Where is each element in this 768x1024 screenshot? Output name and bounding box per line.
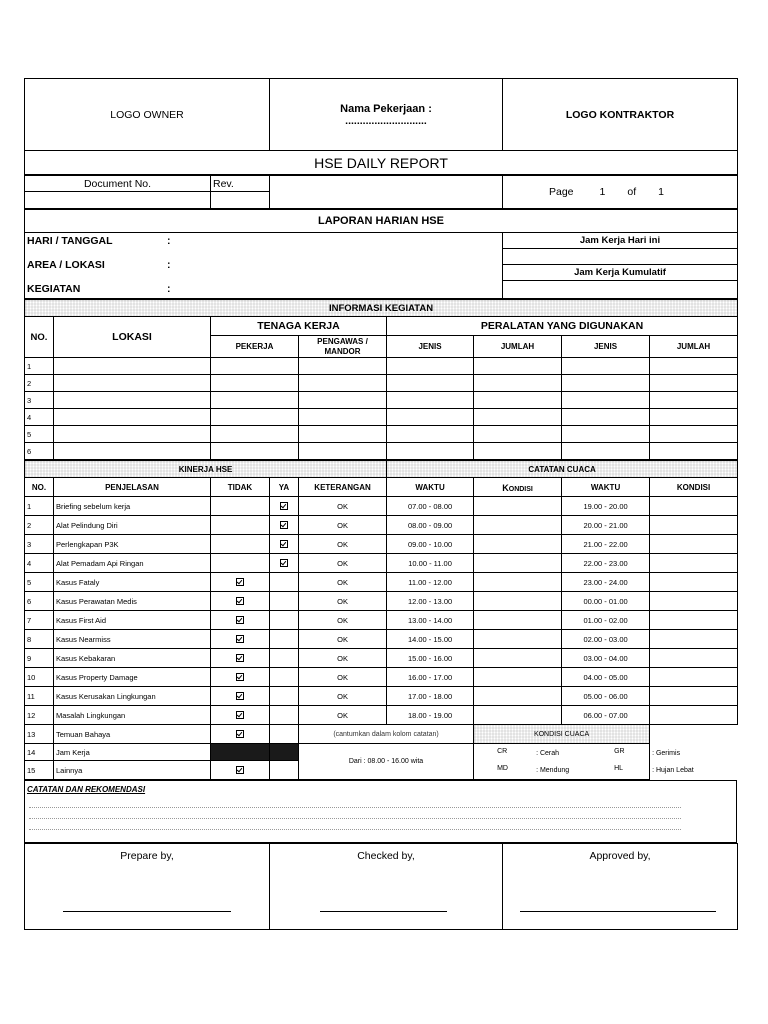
rev-label: Rev. <box>211 176 270 192</box>
document-info-table <box>24 175 738 209</box>
kondisi-cell[interactable] <box>474 649 562 668</box>
kinerja-row-penjelasan: Masalah Lingkungan <box>54 706 211 725</box>
kondisi-cell[interactable] <box>474 516 562 535</box>
kegiatan-row <box>25 443 738 460</box>
catatan-rekomendasi[interactable] <box>25 781 737 843</box>
checkbox-checked-icon[interactable] <box>236 673 244 681</box>
legend-cr-text: : Cerah <box>536 749 560 757</box>
kinerja-row-penjelasan: Alat Pelindung Diri <box>54 516 211 535</box>
kinerja-row-penjelasan: Kasus First Aid <box>54 611 211 630</box>
peralatan-header: PERALATAN YANG DIGUNAKAN <box>387 317 738 336</box>
kegiatan-label: KEGIATAN <box>27 283 81 296</box>
kegiatan-row-no: 6 <box>25 443 54 460</box>
kegiatan-cell-jumlah[interactable] <box>474 358 562 375</box>
kinerja-row <box>25 535 738 554</box>
kegiatan-row <box>25 392 738 409</box>
lokasi-header: LOKASI <box>54 317 211 358</box>
kondisi-header-small-caps <box>474 478 562 497</box>
kegiatan-cell-lokasi[interactable] <box>54 409 211 426</box>
catatan-line-3 <box>29 828 681 830</box>
tidak-cell[interactable] <box>211 516 270 535</box>
tidak-cell[interactable] <box>211 497 270 516</box>
ya-cell[interactable] <box>270 611 299 630</box>
kegiatan-cell-jumlah[interactable] <box>474 409 562 426</box>
kondisi-cell-2[interactable] <box>650 687 738 706</box>
kinerja-row-penjelasan: Temuan Bahaya <box>54 725 211 744</box>
kegiatan-cell-jumlah[interactable] <box>474 392 562 409</box>
waktu-header-2: WAKTU <box>562 478 650 497</box>
catatan-note: (cantumkan dalam kolom catatan) <box>299 725 474 744</box>
kegiatan-cell-jenis-2[interactable] <box>562 358 650 375</box>
waktu-cell-2: 01.00 - 02.00 <box>562 611 650 630</box>
legend-hl-text: : Hujan Lebat <box>652 766 694 774</box>
catatan-table <box>24 780 737 843</box>
informasi-kegiatan-table <box>24 299 738 460</box>
kegiatan-cell-jenis-2[interactable] <box>562 392 650 409</box>
jam-kerja-kumulatif-field[interactable] <box>503 281 738 299</box>
keterangan-cell[interactable]: OK <box>299 573 387 592</box>
pekerja-header: PEKERJA <box>211 336 299 358</box>
kinerja-row-no: 10 <box>25 668 54 687</box>
kegiatan-cell-pekerja[interactable] <box>211 409 299 426</box>
checked-signature-line <box>320 910 447 912</box>
no-header: NO. <box>25 317 54 358</box>
kondisi-cell-2[interactable] <box>650 573 738 592</box>
kondisi-cell-2[interactable] <box>650 516 738 535</box>
kinerja-row-penjelasan: Kasus Perawatan Medis <box>54 592 211 611</box>
checkbox-checked-icon[interactable] <box>236 597 244 605</box>
waktu-cell-2: 05.00 - 06.00 <box>562 687 650 706</box>
kegiatan-cell-jenis-2[interactable] <box>562 426 650 443</box>
page-label: Page <box>549 186 574 198</box>
keterangan-cell[interactable]: OK <box>299 668 387 687</box>
checkbox-checked-icon[interactable] <box>236 635 244 643</box>
keterangan-cell[interactable]: OK <box>299 535 387 554</box>
kegiatan-cell-jenis[interactable] <box>387 443 474 460</box>
catatan-cuaca-title: CATATAN CUACA <box>387 461 738 478</box>
ya-header: YA <box>270 478 299 497</box>
ya-cell[interactable] <box>270 668 299 687</box>
nama-pekerjaan-value: ............................ <box>345 114 427 127</box>
kondisi-rest: ONDISI <box>508 486 533 493</box>
kinerja-row <box>25 516 738 535</box>
kegiatan-cell-pekerja[interactable] <box>211 426 299 443</box>
tidak-cell[interactable] <box>211 592 270 611</box>
checkbox-checked-icon[interactable] <box>280 540 288 548</box>
prepare-signature-line <box>63 910 231 912</box>
kegiatan-cell-jumlah[interactable] <box>474 426 562 443</box>
tidak-cell[interactable] <box>211 573 270 592</box>
kegiatan-cell-pengawas[interactable] <box>299 409 387 426</box>
waktu-cell: 18.00 - 19.00 <box>387 706 474 725</box>
kegiatan-cell-jenis-2[interactable] <box>562 409 650 426</box>
kinerja-row-penjelasan: Kasus Property Damage <box>54 668 211 687</box>
jam-kerja-kumulatif-label: Jam Kerja Kumulatif <box>503 265 738 281</box>
kinerja-row-no: 13 <box>25 725 54 744</box>
keterangan-cell[interactable]: OK <box>299 592 387 611</box>
dari-jam: Dari : 08.00 - 16.00 wita <box>299 744 474 780</box>
area-lokasi-field[interactable] <box>25 249 503 281</box>
kegiatan-cell-jenis-2[interactable] <box>562 443 650 460</box>
kegiatan-row <box>25 375 738 392</box>
catatan-line-2 <box>29 817 681 819</box>
kinerja-row <box>25 725 738 744</box>
checkbox-checked-icon[interactable] <box>280 559 288 567</box>
waktu-cell: 14.00 - 15.00 <box>387 630 474 649</box>
tidak-cell[interactable] <box>211 630 270 649</box>
kinerja-row-no: 14 <box>25 744 54 761</box>
kinerja-row <box>25 630 738 649</box>
kegiatan-cell-pekerja[interactable] <box>211 392 299 409</box>
waktu-cell-2: 19.00 - 20.00 <box>562 497 650 516</box>
kinerja-row-no: 12 <box>25 706 54 725</box>
kondisi-cell[interactable] <box>474 554 562 573</box>
kondisi-cell[interactable] <box>474 706 562 725</box>
catatan-title: CATATAN DAN REKOMENDASI <box>27 785 146 794</box>
checkbox-checked-icon[interactable] <box>236 730 244 738</box>
kinerja-row-no: 8 <box>25 630 54 649</box>
prepare-by-box[interactable] <box>25 844 270 930</box>
kinerja-row <box>25 573 738 592</box>
kondisi-cell-2[interactable] <box>650 649 738 668</box>
kegiatan-cell-pengawas[interactable] <box>299 443 387 460</box>
kegiatan-cell-jumlah-2[interactable] <box>650 443 738 460</box>
kegiatan-cell-pengawas[interactable] <box>299 375 387 392</box>
kinerja-row-no: 11 <box>25 687 54 706</box>
kinerja-row <box>25 744 738 761</box>
tidak-cell[interactable] <box>211 611 270 630</box>
ya-cell[interactable] <box>270 592 299 611</box>
tidak-cell[interactable] <box>211 668 270 687</box>
ya-cell[interactable] <box>270 649 299 668</box>
kegiatan-row-no: 5 <box>25 426 54 443</box>
kegiatan-row-no: 2 <box>25 375 54 392</box>
kondisi-cell[interactable] <box>474 630 562 649</box>
waktu-cell-2: 06.00 - 07.00 <box>562 706 650 725</box>
kondisi-cell[interactable] <box>474 668 562 687</box>
kinerja-no-header: NO. <box>25 478 54 497</box>
kegiatan-cell-lokasi[interactable] <box>54 392 211 409</box>
kinerja-row-penjelasan: Alat Pemadam Api Ringan <box>54 554 211 573</box>
ya-cell[interactable] <box>270 706 299 725</box>
legend-cr: CR <box>497 747 508 755</box>
prepare-by-label: Prepare by, <box>120 850 174 862</box>
kegiatan-cell-lokasi[interactable] <box>54 426 211 443</box>
document-blank-field[interactable] <box>270 176 503 209</box>
kondisi-cuaca-title: KONDISI CUACA <box>474 725 650 744</box>
kegiatan-row-no: 1 <box>25 358 54 375</box>
kondisi-cell[interactable] <box>474 497 562 516</box>
page-total: 1 <box>658 186 664 198</box>
keterangan-cell[interactable]: OK <box>299 497 387 516</box>
kegiatan-row-no: 4 <box>25 409 54 426</box>
waktu-cell: 07.00 - 08.00 <box>387 497 474 516</box>
kegiatan-cell-pengawas[interactable] <box>299 358 387 375</box>
legend-md-text: : Mendung <box>536 766 570 774</box>
colon: : <box>167 234 171 247</box>
kondisi-k: K <box>502 483 509 493</box>
waktu-cell: 09.00 - 10.00 <box>387 535 474 554</box>
kegiatan-cell-pekerja[interactable] <box>211 443 299 460</box>
jumlah-header: JUMLAH <box>474 336 562 358</box>
waktu-cell-2: 02.00 - 03.00 <box>562 630 650 649</box>
tidak-cell[interactable] <box>211 535 270 554</box>
checkbox-checked-icon[interactable] <box>236 654 244 662</box>
waktu-cell-2: 21.00 - 22.00 <box>562 535 650 554</box>
kegiatan-cell-jumlah-2[interactable] <box>650 426 738 443</box>
legend-gr: GR <box>614 747 625 755</box>
kinerja-row-penjelasan: Briefing sebelum kerja <box>54 497 211 516</box>
logo-kontraktor: LOGO KONTRAKTOR <box>503 79 738 151</box>
ya-cell[interactable] <box>270 630 299 649</box>
legend-hl: HL <box>614 764 624 772</box>
catatan-line-1 <box>29 806 681 808</box>
checkbox-checked-icon[interactable] <box>280 521 288 529</box>
kinerja-row-no: 1 <box>25 497 54 516</box>
tidak-cell[interactable] <box>211 649 270 668</box>
kegiatan-cell-jenis[interactable] <box>387 358 474 375</box>
approved-by-label: Approved by, <box>589 850 651 862</box>
waktu-cell: 15.00 - 16.00 <box>387 649 474 668</box>
tenaga-kerja-header: TENAGA KERJA <box>211 317 387 336</box>
kinerja-row-no: 15 <box>25 761 54 780</box>
tidak-cell[interactable] <box>211 725 270 744</box>
keterangan-cell[interactable]: OK <box>299 630 387 649</box>
document-no-label: Document No. <box>25 176 211 192</box>
legend-gr-text: : Gerimis <box>652 749 681 757</box>
waktu-cell: 10.00 - 11.00 <box>387 554 474 573</box>
waktu-cell: 12.00 - 13.00 <box>387 592 474 611</box>
kondisi-cell-2[interactable] <box>650 497 738 516</box>
page-title: HSE DAILY REPORT <box>25 151 738 175</box>
waktu-cell-2: 20.00 - 21.00 <box>562 516 650 535</box>
kegiatan-cell-lokasi[interactable] <box>54 375 211 392</box>
informasi-kegiatan-title: INFORMASI KEGIATAN <box>25 300 738 317</box>
kinerja-row <box>25 687 738 706</box>
ya-cell[interactable] <box>270 497 299 516</box>
checked-by-box[interactable] <box>270 844 503 930</box>
kegiatan-cell-jenis[interactable] <box>387 375 474 392</box>
ya-cell-disabled <box>270 744 299 761</box>
kondisi-cell-2[interactable] <box>650 554 738 573</box>
kondisi-cell[interactable] <box>474 535 562 554</box>
ya-cell[interactable] <box>270 554 299 573</box>
kegiatan-row-no: 3 <box>25 392 54 409</box>
jumlah-header-2: JUMLAH <box>650 336 738 358</box>
of-label: of <box>627 186 637 198</box>
kegiatan-row <box>25 426 738 443</box>
keterangan-cell[interactable]: OK <box>299 611 387 630</box>
kegiatan-row <box>25 409 738 426</box>
laporan-table <box>24 209 738 299</box>
kinerja-row <box>25 497 738 516</box>
kegiatan-cell-jumlah[interactable] <box>474 443 562 460</box>
rev-field[interactable] <box>211 192 270 209</box>
waktu-cell: 11.00 - 12.00 <box>387 573 474 592</box>
kinerja-row-penjelasan: Perlengkapan P3K <box>54 535 211 554</box>
kinerja-row <box>25 611 738 630</box>
pengawas-line-2: MANDOR <box>324 346 361 356</box>
kegiatan-cell-lokasi[interactable] <box>54 443 211 460</box>
kondisi-cuaca-legend <box>474 744 694 780</box>
approved-signature-line <box>520 910 716 912</box>
tidak-header: TIDAK <box>211 478 270 497</box>
checkbox-checked-icon[interactable] <box>236 766 244 774</box>
kondisi-cell[interactable] <box>474 592 562 611</box>
tidak-cell[interactable] <box>211 687 270 706</box>
penjelasan-header: PENJELASAN <box>54 478 211 497</box>
ya-cell[interactable] <box>270 761 299 780</box>
checkbox-checked-icon[interactable] <box>280 502 288 510</box>
colon: : <box>167 283 171 296</box>
kinerja-row-penjelasan: Kasus Nearmiss <box>54 630 211 649</box>
kondisi-cell-2[interactable] <box>650 611 738 630</box>
keterangan-cell[interactable]: OK <box>299 516 387 535</box>
jenis-header: JENIS <box>387 336 474 358</box>
checked-by-label: Checked by, <box>357 850 415 862</box>
kinerja-row-no: 2 <box>25 516 54 535</box>
kinerja-row-penjelasan: Kasus Fataly <box>54 573 211 592</box>
kinerja-row-penjelasan: Lainnya <box>54 761 211 780</box>
kegiatan-row <box>25 358 738 375</box>
kinerja-row <box>25 668 738 687</box>
ya-cell[interactable] <box>270 535 299 554</box>
kinerja-row-no: 4 <box>25 554 54 573</box>
kegiatan-cell-jumlah-2[interactable] <box>650 358 738 375</box>
kegiatan-cell-pekerja[interactable] <box>211 358 299 375</box>
kinerja-row-no: 5 <box>25 573 54 592</box>
ya-cell[interactable] <box>270 516 299 535</box>
ya-cell[interactable] <box>270 725 299 744</box>
page-info <box>503 176 738 209</box>
nama-pekerjaan[interactable] <box>270 79 503 151</box>
kondisi-cell[interactable] <box>474 687 562 706</box>
kondisi-cell-2[interactable] <box>650 535 738 554</box>
pengawas-line-1: PENGAWAS / <box>317 336 368 346</box>
keterangan-cell[interactable]: OK <box>299 706 387 725</box>
kinerja-row-no: 6 <box>25 592 54 611</box>
hse-daily-report-form <box>24 78 737 930</box>
kinerja-row-no: 9 <box>25 649 54 668</box>
jenis-header-2: JENIS <box>562 336 650 358</box>
waktu-header: WAKTU <box>387 478 474 497</box>
colon: : <box>167 258 171 271</box>
kinerja-hse-title: KINERJA HSE <box>25 461 387 478</box>
waktu-cell-2: 00.00 - 01.00 <box>562 592 650 611</box>
kegiatan-cell-pekerja[interactable] <box>211 375 299 392</box>
kinerja-row <box>25 649 738 668</box>
waktu-cell-2: 23.00 - 24.00 <box>562 573 650 592</box>
kinerja-row-penjelasan: Kasus Kebakaran <box>54 649 211 668</box>
checkbox-checked-icon[interactable] <box>236 616 244 624</box>
kinerja-row-no: 7 <box>25 611 54 630</box>
legend-md: MD <box>497 764 508 772</box>
kegiatan-cell-jenis[interactable] <box>387 426 474 443</box>
page-number: 1 <box>599 186 606 198</box>
kinerja-row <box>25 706 738 725</box>
kegiatan-cell-jumlah[interactable] <box>474 375 562 392</box>
kondisi-cell-2[interactable] <box>650 668 738 687</box>
hari-tanggal-field[interactable] <box>25 233 503 249</box>
pengawas-header <box>299 336 387 358</box>
checkbox-checked-icon[interactable] <box>236 711 244 719</box>
tidak-cell-disabled <box>211 744 270 761</box>
area-lokasi-label: AREA / LOKASI <box>27 258 105 271</box>
kegiatan-cell-jumlah-2[interactable] <box>650 392 738 409</box>
tidak-cell[interactable] <box>211 554 270 573</box>
kegiatan-cell-jenis[interactable] <box>387 409 474 426</box>
kondisi-cell-2[interactable] <box>650 630 738 649</box>
tidak-cell[interactable] <box>211 761 270 780</box>
jam-kerja-hari-ini-field[interactable] <box>503 249 738 265</box>
checkbox-checked-icon[interactable] <box>236 692 244 700</box>
jam-kerja-hari-ini-label: Jam Kerja Hari ini <box>503 233 738 249</box>
keterangan-header: KETERANGAN <box>299 478 387 497</box>
signature-table <box>24 843 738 930</box>
keterangan-cell[interactable]: OK <box>299 687 387 706</box>
waktu-cell: 17.00 - 18.00 <box>387 687 474 706</box>
kinerja-row-penjelasan: Jam Kerja <box>54 744 211 761</box>
kinerja-row <box>25 554 738 573</box>
kegiatan-cell-jumlah-2[interactable] <box>650 375 738 392</box>
waktu-cell: 16.00 - 17.00 <box>387 668 474 687</box>
kinerja-row <box>25 592 738 611</box>
kegiatan-cell-jenis[interactable] <box>387 392 474 409</box>
kondisi-cell-2[interactable] <box>650 592 738 611</box>
hari-tanggal-label: HARI / TANGGAL <box>27 234 113 247</box>
header-table <box>24 78 738 175</box>
nama-pekerjaan-label: Nama Pekerjaan : <box>340 102 432 115</box>
kondisi-cell-2[interactable] <box>650 706 738 725</box>
tidak-cell[interactable] <box>211 706 270 725</box>
kegiatan-cell-pengawas[interactable] <box>299 426 387 443</box>
checkbox-checked-icon[interactable] <box>236 578 244 586</box>
kegiatan-cell-lokasi[interactable] <box>54 358 211 375</box>
waktu-cell-2: 22.00 - 23.00 <box>562 554 650 573</box>
ya-cell[interactable] <box>270 573 299 592</box>
keterangan-cell[interactable]: OK <box>299 649 387 668</box>
laporan-title: LAPORAN HARIAN HSE <box>25 210 738 233</box>
kegiatan-cell-pengawas[interactable] <box>299 392 387 409</box>
kinerja-cuaca-table <box>24 460 738 780</box>
approved-by-box[interactable] <box>503 844 738 930</box>
kegiatan-cell-jenis-2[interactable] <box>562 375 650 392</box>
kondisi-cell[interactable] <box>474 611 562 630</box>
kegiatan-field[interactable] <box>25 281 503 299</box>
kegiatan-cell-jumlah-2[interactable] <box>650 409 738 426</box>
waktu-cell-2: 03.00 - 04.00 <box>562 649 650 668</box>
keterangan-cell[interactable]: OK <box>299 554 387 573</box>
kondisi-header: KONDISI <box>650 478 738 497</box>
waktu-cell: 13.00 - 14.00 <box>387 611 474 630</box>
kinerja-row-no: 3 <box>25 535 54 554</box>
ya-cell[interactable] <box>270 687 299 706</box>
logo-owner: LOGO OWNER <box>25 79 270 151</box>
waktu-cell: 08.00 - 09.00 <box>387 516 474 535</box>
kondisi-cell[interactable] <box>474 573 562 592</box>
document-no-field[interactable] <box>25 192 211 209</box>
waktu-cell-2: 04.00 - 05.00 <box>562 668 650 687</box>
kinerja-row-penjelasan: Kasus Kerusakan Lingkungan <box>54 687 211 706</box>
